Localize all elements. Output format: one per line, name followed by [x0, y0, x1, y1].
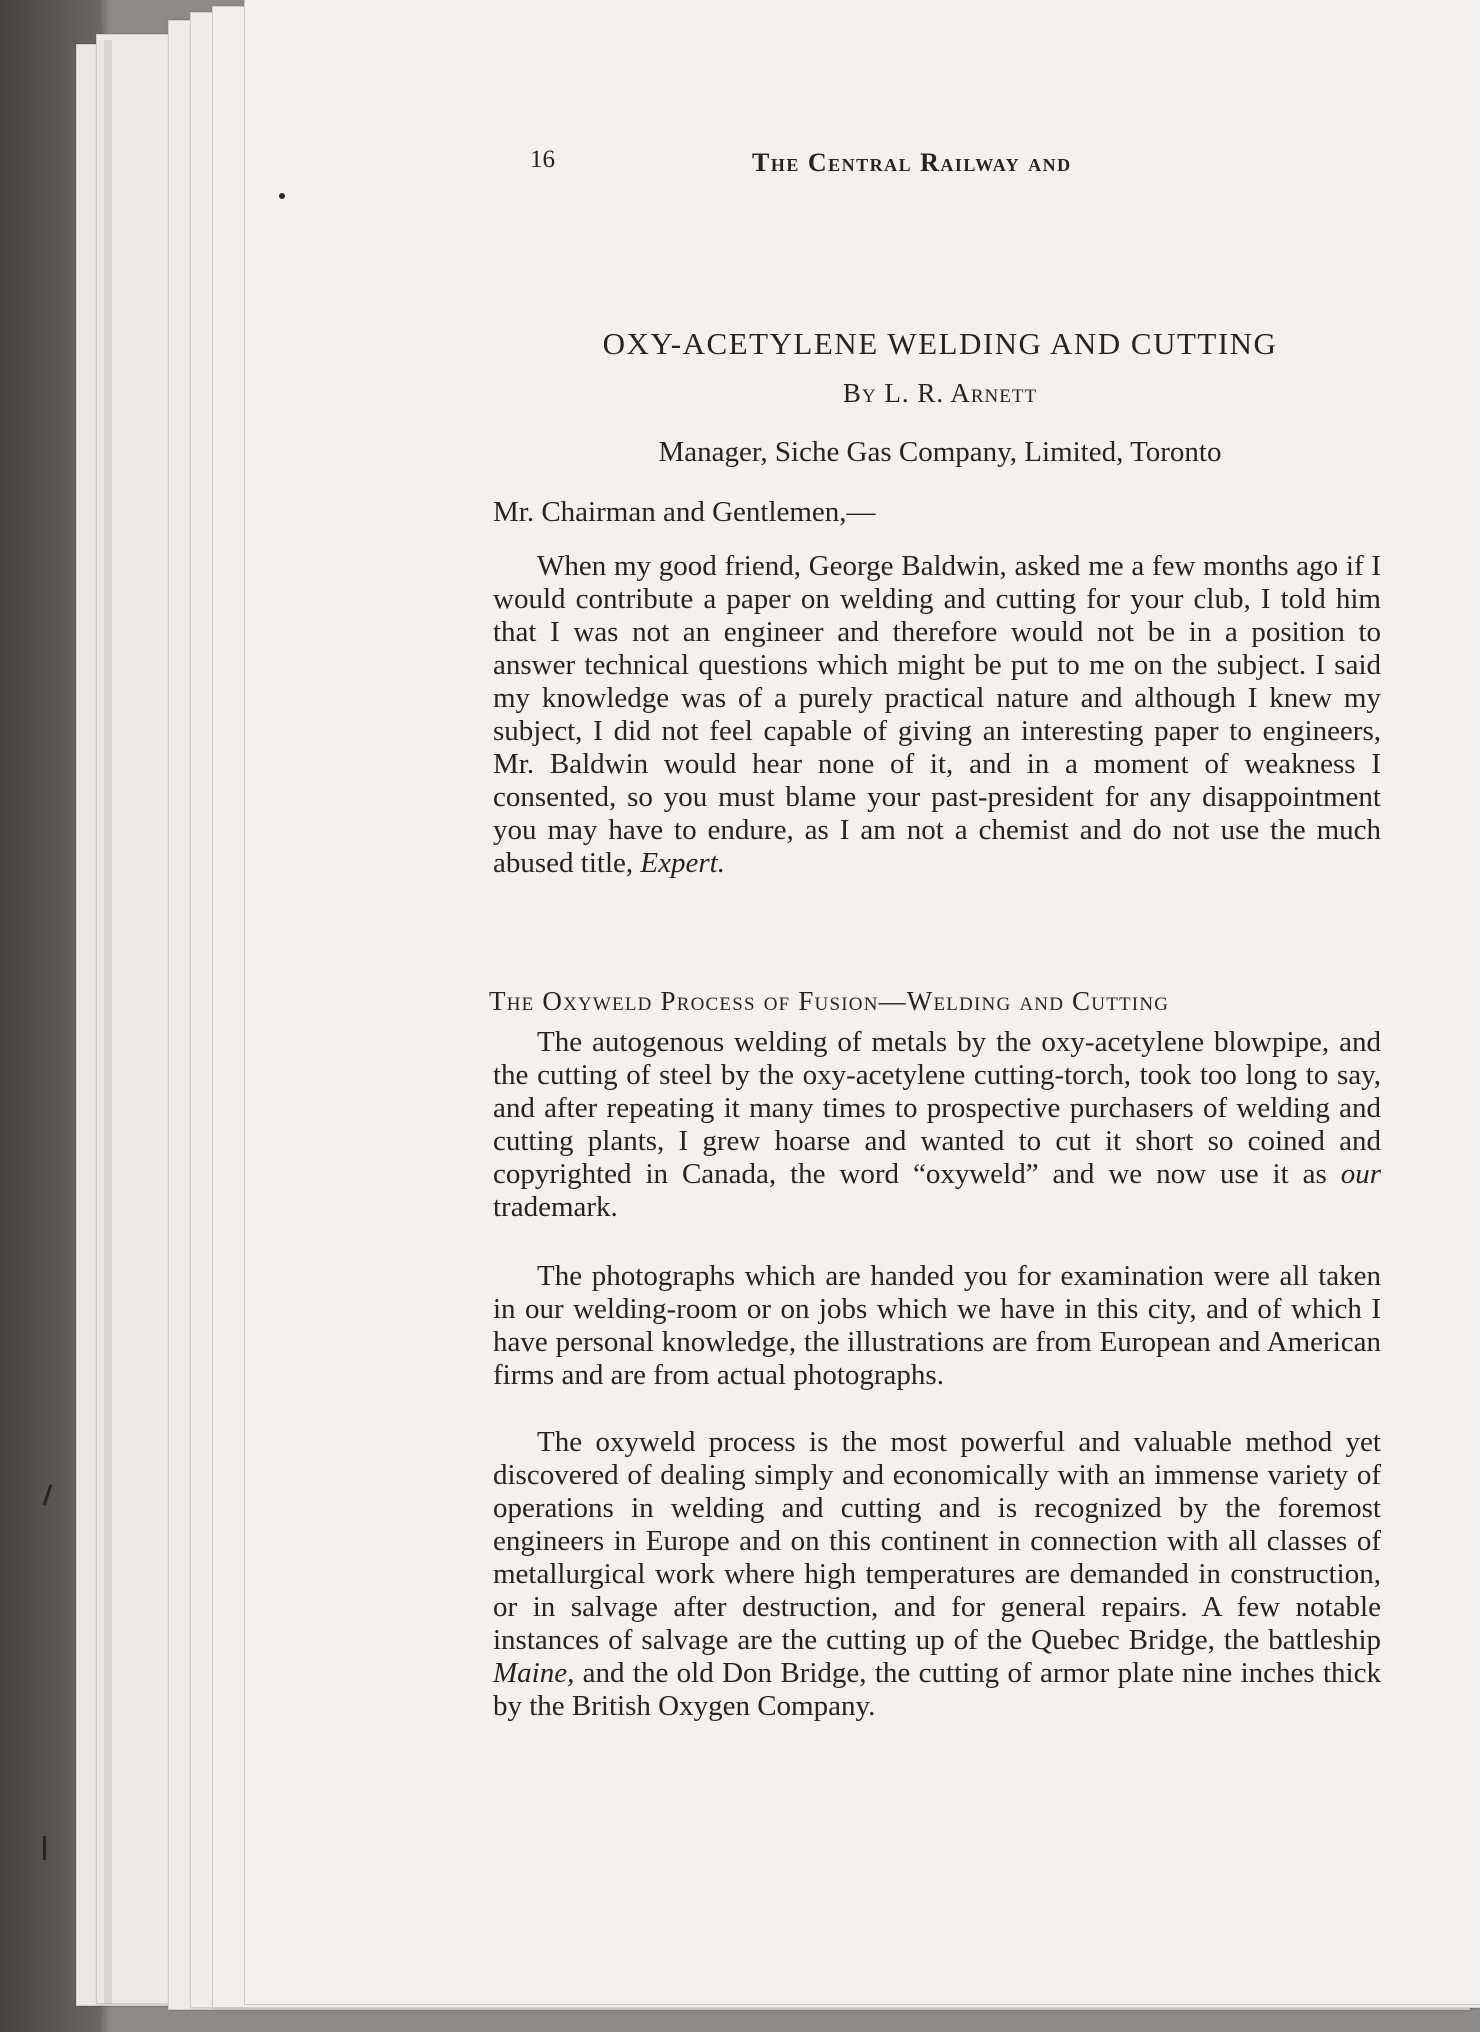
paragraph-photographs: [493, 1260, 1381, 1392]
page-edge-shadow: [104, 40, 112, 2004]
italic-text-run: our: [1340, 1158, 1381, 1190]
page-number: 16: [530, 146, 555, 173]
paragraph-text: [493, 1026, 1381, 1224]
paragraph-text-run: The oxyweld process is the most powerful and valuable method yet discovered of dealing simply and economically with an immense variety of operations in welding and cutting and is recognized by the foremost engineers in Europe and on this continent in connection with all classes of metallurgical work where high temperatures are demanded in construction, or in salvage after destruction, and for general repairs. A few notable instances of salvage are the cutting up of the Quebec Bridge, the battleship: [493, 1426, 1381, 1656]
italic-text-run: Maine,: [493, 1657, 575, 1689]
paragraph-text-run: and the old Don Bridge, the cutting of armor plate nine inches thick by the British Oxygen Company.: [493, 1657, 1381, 1722]
salutation: [493, 496, 1381, 529]
paragraph-process: [493, 1426, 1381, 1723]
paragraph-text: [493, 550, 1381, 880]
author-affiliation: Manager, Siche Gas Company, Limited, Toronto: [658, 436, 1222, 468]
paragraph-text-run: When my good friend, George Baldwin, asked me a few months ago if I would contribute a paper on welding and cutting for your club, I told him that I was not an engineer and therefore would not be in a position to answer technical questions which might be put to me on the subject. I said my knowledge was of a purely practical nature and although I knew my subject, I did not feel capable of giving an interesting paper to engineers, Mr. Baldwin would hear none of it, and in a moment of weakness I consented, so you must blame your past-president for any disappointment you may have to endure, as I am not a chemist and do not use the much abused title,: [493, 550, 1381, 879]
ink-dot: [279, 193, 285, 199]
article-title: OXY-ACETYLENE WELDING AND CUTTING: [602, 326, 1278, 361]
section-heading: The Oxyweld Process of Fusion—Welding and Cutting: [489, 986, 1170, 1016]
stray-mark: [43, 1836, 46, 1860]
paragraph-text-run: trademark.: [493, 1191, 618, 1223]
paragraph-introduction: [493, 550, 1381, 880]
paragraph-text: [493, 1426, 1381, 1723]
paragraph-text-run: The autogenous welding of metals by the oxy-acetylene blowpipe, and the cutting of steel by the oxy-acetylene cutting-torch, took too long to say, and after repeating it many times to prospective purchasers of welding and cutting plants, I grew hoarse and wanted to cut it short so coined and copyrighted in Canada, the word “oxyweld” and we now use it as: [493, 1026, 1381, 1190]
salutation-text: Mr. Chairman and Gentlemen,—: [493, 496, 876, 528]
italic-text-run: Expert.: [640, 847, 725, 879]
running-head-title: The Central Railway and: [752, 148, 1072, 177]
paragraph-text: The photographs which are handed you for examination were all taken in our welding-room or on jobs which we have in this city, and of which I have personal knowledge, the illustrations are from European and American firms and are from actual photographs.: [493, 1260, 1381, 1391]
article-byline: By L. R. Arnett: [842, 378, 1038, 408]
paragraph-oxyweld-name: [493, 1026, 1381, 1224]
